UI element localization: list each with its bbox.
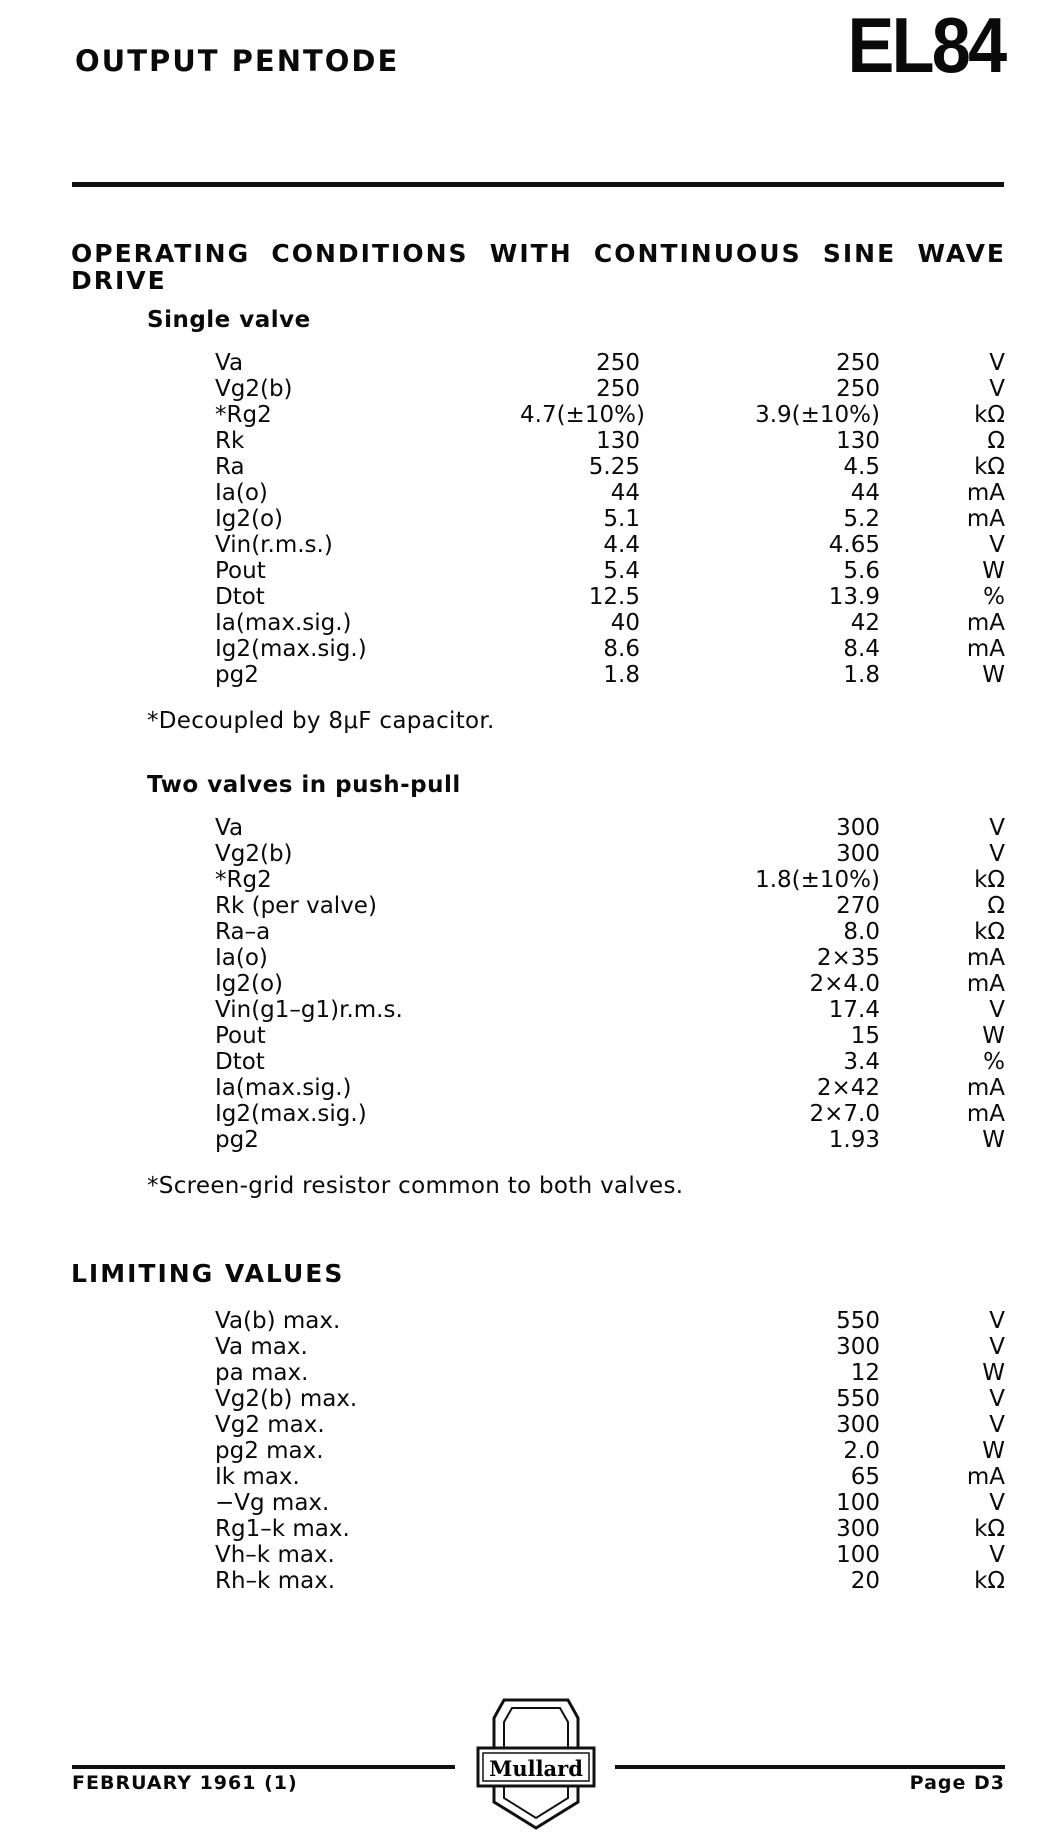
parameter-symbol: Vh–k max. [215, 1542, 335, 1568]
value-c2: 270 [836, 893, 880, 919]
unit-label: V [989, 1386, 1005, 1412]
value-c2: 250 [836, 376, 880, 402]
unit-label: V [989, 532, 1005, 558]
value-c2: 100 [836, 1490, 880, 1516]
note-single: *Decoupled by 8μF capacitor. [147, 708, 495, 734]
table-row [0, 1568, 1054, 1594]
parameter-symbol: Rg1–k max. [215, 1516, 350, 1542]
parameter-symbol: Vg2 max. [215, 1412, 325, 1438]
subsection-title-pushpull: Two valves in push-pull [147, 772, 461, 798]
value-c2: 44 [850, 480, 880, 506]
note-pushpull: *Screen-grid resistor common to both valves. [147, 1173, 684, 1199]
logo-text: Mullard [489, 1756, 583, 1781]
value-c2: 15 [850, 1023, 880, 1049]
value-c1: 130 [596, 428, 640, 454]
parameter-symbol: Dtot [215, 584, 265, 610]
table-row [0, 402, 1054, 428]
footer-date: FEBRUARY 1961 (1) [72, 1772, 298, 1794]
value-c2: 12 [850, 1360, 880, 1386]
table-push-pull [0, 815, 1054, 1153]
parameter-symbol: Ig2(o) [215, 506, 284, 532]
value-c1: 5.25 [588, 454, 640, 480]
value-c1: 5.1 [603, 506, 640, 532]
value-c2: 2×35 [816, 945, 880, 971]
table-row [0, 454, 1054, 480]
table-limiting-values [0, 1308, 1054, 1594]
table-row [0, 919, 1054, 945]
unit-label: mA [966, 1075, 1005, 1101]
mullard-logo [474, 1690, 598, 1840]
table-row [0, 1023, 1054, 1049]
table-row [0, 532, 1054, 558]
unit-label: mA [966, 610, 1005, 636]
unit-label: V [989, 997, 1005, 1023]
table-row [0, 997, 1054, 1023]
unit-label: V [989, 350, 1005, 376]
table-row [0, 506, 1054, 532]
table-row [0, 867, 1054, 893]
parameter-symbol: Ra–a [215, 919, 271, 945]
parameter-symbol: Vg2(b) [215, 841, 293, 867]
table-single-valve [0, 350, 1054, 688]
section-title-operating: OPERATING CONDITIONS WITH CONTINUOUS SINE WAVE DRIVE [71, 239, 1006, 295]
value-c1: 4.4 [603, 532, 640, 558]
value-c2: 4.65 [828, 532, 880, 558]
value-c2: 300 [836, 1412, 880, 1438]
parameter-symbol: Rh–k max. [215, 1568, 336, 1594]
table-row [0, 636, 1054, 662]
value-c1: 250 [596, 376, 640, 402]
footer-page: Page D3 [909, 1772, 1005, 1794]
table-row [0, 1412, 1054, 1438]
page-title: EL84 [847, 1, 1004, 89]
parameter-symbol: Rk [215, 428, 245, 454]
parameter-symbol: pg2 [215, 1127, 259, 1153]
parameter-symbol: *Rg2 [215, 402, 272, 428]
unit-label: V [989, 1308, 1005, 1334]
value-c2: 1.8 [843, 662, 880, 688]
unit-label: kΩ [974, 1568, 1005, 1594]
unit-label: V [989, 1334, 1005, 1360]
parameter-symbol: Vg2(b) max. [215, 1386, 358, 1412]
unit-label: mA [966, 1464, 1005, 1490]
unit-label: Ω [987, 893, 1005, 919]
value-c1: 5.4 [603, 558, 640, 584]
value-c1: 250 [596, 350, 640, 376]
parameter-symbol: Ia(o) [215, 945, 268, 971]
parameter-symbol: *Rg2 [215, 867, 272, 893]
value-c2: 1.8(±10%) [755, 867, 880, 893]
unit-label: kΩ [974, 402, 1005, 428]
table-row [0, 971, 1054, 997]
section-title-limiting: LIMITING VALUES [71, 1259, 345, 1288]
table-row [0, 945, 1054, 971]
value-c2: 2×42 [816, 1075, 880, 1101]
table-row [0, 350, 1054, 376]
parameter-symbol: −Vg max. [215, 1490, 330, 1516]
table-row [0, 662, 1054, 688]
table-row [0, 1075, 1054, 1101]
unit-label: W [982, 1438, 1005, 1464]
unit-label: mA [966, 1101, 1005, 1127]
unit-label: kΩ [974, 919, 1005, 945]
parameter-symbol: Va max. [215, 1334, 308, 1360]
table-row [0, 610, 1054, 636]
value-c2: 550 [836, 1308, 880, 1334]
parameter-symbol: Rk (per valve) [215, 893, 377, 919]
unit-label: % [983, 584, 1005, 610]
table-row [0, 428, 1054, 454]
table-row [0, 1127, 1054, 1153]
value-c1: 8.6 [603, 636, 640, 662]
table-row [0, 1101, 1054, 1127]
value-c2: 42 [850, 610, 880, 636]
parameter-symbol: Vin(r.m.s.) [215, 532, 333, 558]
value-c2: 1.93 [828, 1127, 880, 1153]
table-row [0, 815, 1054, 841]
value-c2: 8.4 [843, 636, 880, 662]
unit-label: mA [966, 945, 1005, 971]
value-c2: 300 [836, 1516, 880, 1542]
unit-label: V [989, 1542, 1005, 1568]
footer-rule-right [615, 1765, 1005, 1769]
parameter-symbol: Va [215, 815, 244, 841]
value-c2: 8.0 [843, 919, 880, 945]
value-c1: 4.7(±10%) [520, 402, 645, 428]
table-row [0, 376, 1054, 402]
parameter-symbol: Vin(g1–g1)r.m.s. [215, 997, 403, 1023]
table-row [0, 841, 1054, 867]
unit-label: kΩ [974, 1516, 1005, 1542]
value-c2: 20 [850, 1568, 880, 1594]
unit-label: V [989, 1412, 1005, 1438]
value-c1: 12.5 [588, 584, 640, 610]
value-c2: 2.0 [843, 1438, 880, 1464]
table-row [0, 1464, 1054, 1490]
parameter-symbol: Ig2(max.sig.) [215, 636, 367, 662]
value-c2: 550 [836, 1386, 880, 1412]
value-c2: 130 [836, 428, 880, 454]
value-c2: 13.9 [828, 584, 880, 610]
unit-label: kΩ [974, 867, 1005, 893]
parameter-symbol: pa max. [215, 1360, 309, 1386]
unit-label: mA [966, 480, 1005, 506]
table-row [0, 1438, 1054, 1464]
unit-label: W [982, 558, 1005, 584]
parameter-symbol: Ia(max.sig.) [215, 610, 352, 636]
parameter-symbol: Ig2(o) [215, 971, 284, 997]
table-row [0, 1049, 1054, 1075]
unit-label: V [989, 1490, 1005, 1516]
table-row [0, 893, 1054, 919]
header-rule [72, 182, 1004, 187]
value-c2: 3.4 [843, 1049, 880, 1075]
parameter-symbol: pg2 max. [215, 1438, 324, 1464]
unit-label: kΩ [974, 454, 1005, 480]
parameter-symbol: Vg2(b) [215, 376, 293, 402]
value-c2: 300 [836, 1334, 880, 1360]
unit-label: V [989, 376, 1005, 402]
value-c2: 5.2 [843, 506, 880, 532]
table-row [0, 1360, 1054, 1386]
table-row [0, 1334, 1054, 1360]
unit-label: % [983, 1049, 1005, 1075]
unit-label: W [982, 662, 1005, 688]
value-c2: 2×4.0 [809, 971, 880, 997]
parameter-symbol: Ik max. [215, 1464, 300, 1490]
value-c2: 250 [836, 350, 880, 376]
table-row [0, 558, 1054, 584]
unit-label: mA [966, 506, 1005, 532]
table-row [0, 1308, 1054, 1334]
parameter-symbol: Pout [215, 558, 266, 584]
unit-label: mA [966, 636, 1005, 662]
table-row [0, 1386, 1054, 1412]
value-c2: 3.9(±10%) [755, 402, 880, 428]
table-row [0, 584, 1054, 610]
value-c2: 65 [850, 1464, 880, 1490]
parameter-symbol: Pout [215, 1023, 266, 1049]
value-c2: 4.5 [843, 454, 880, 480]
parameter-symbol: Va [215, 350, 244, 376]
parameter-symbol: Ia(max.sig.) [215, 1075, 352, 1101]
unit-label: mA [966, 971, 1005, 997]
page-subtitle: OUTPUT PENTODE [75, 44, 400, 78]
footer-rule-left [72, 1765, 455, 1769]
unit-label: W [982, 1023, 1005, 1049]
value-c2: 100 [836, 1542, 880, 1568]
unit-label: V [989, 815, 1005, 841]
unit-label: Ω [987, 428, 1005, 454]
parameter-symbol: Ia(o) [215, 480, 268, 506]
table-row [0, 1516, 1054, 1542]
parameter-symbol: Ig2(max.sig.) [215, 1101, 367, 1127]
value-c2: 5.6 [843, 558, 880, 584]
parameter-symbol: pg2 [215, 662, 259, 688]
table-row [0, 1542, 1054, 1568]
subsection-title-single: Single valve [147, 307, 311, 333]
parameter-symbol: Ra [215, 454, 245, 480]
table-row [0, 480, 1054, 506]
value-c2: 17.4 [828, 997, 880, 1023]
parameter-symbol: Dtot [215, 1049, 265, 1075]
parameter-symbol: Va(b) max. [215, 1308, 341, 1334]
unit-label: W [982, 1360, 1005, 1386]
value-c1: 44 [610, 480, 640, 506]
unit-label: V [989, 841, 1005, 867]
value-c2: 300 [836, 841, 880, 867]
value-c1: 1.8 [603, 662, 640, 688]
unit-label: W [982, 1127, 1005, 1153]
value-c2: 300 [836, 815, 880, 841]
value-c1: 40 [610, 610, 640, 636]
value-c2: 2×7.0 [809, 1101, 880, 1127]
table-row [0, 1490, 1054, 1516]
